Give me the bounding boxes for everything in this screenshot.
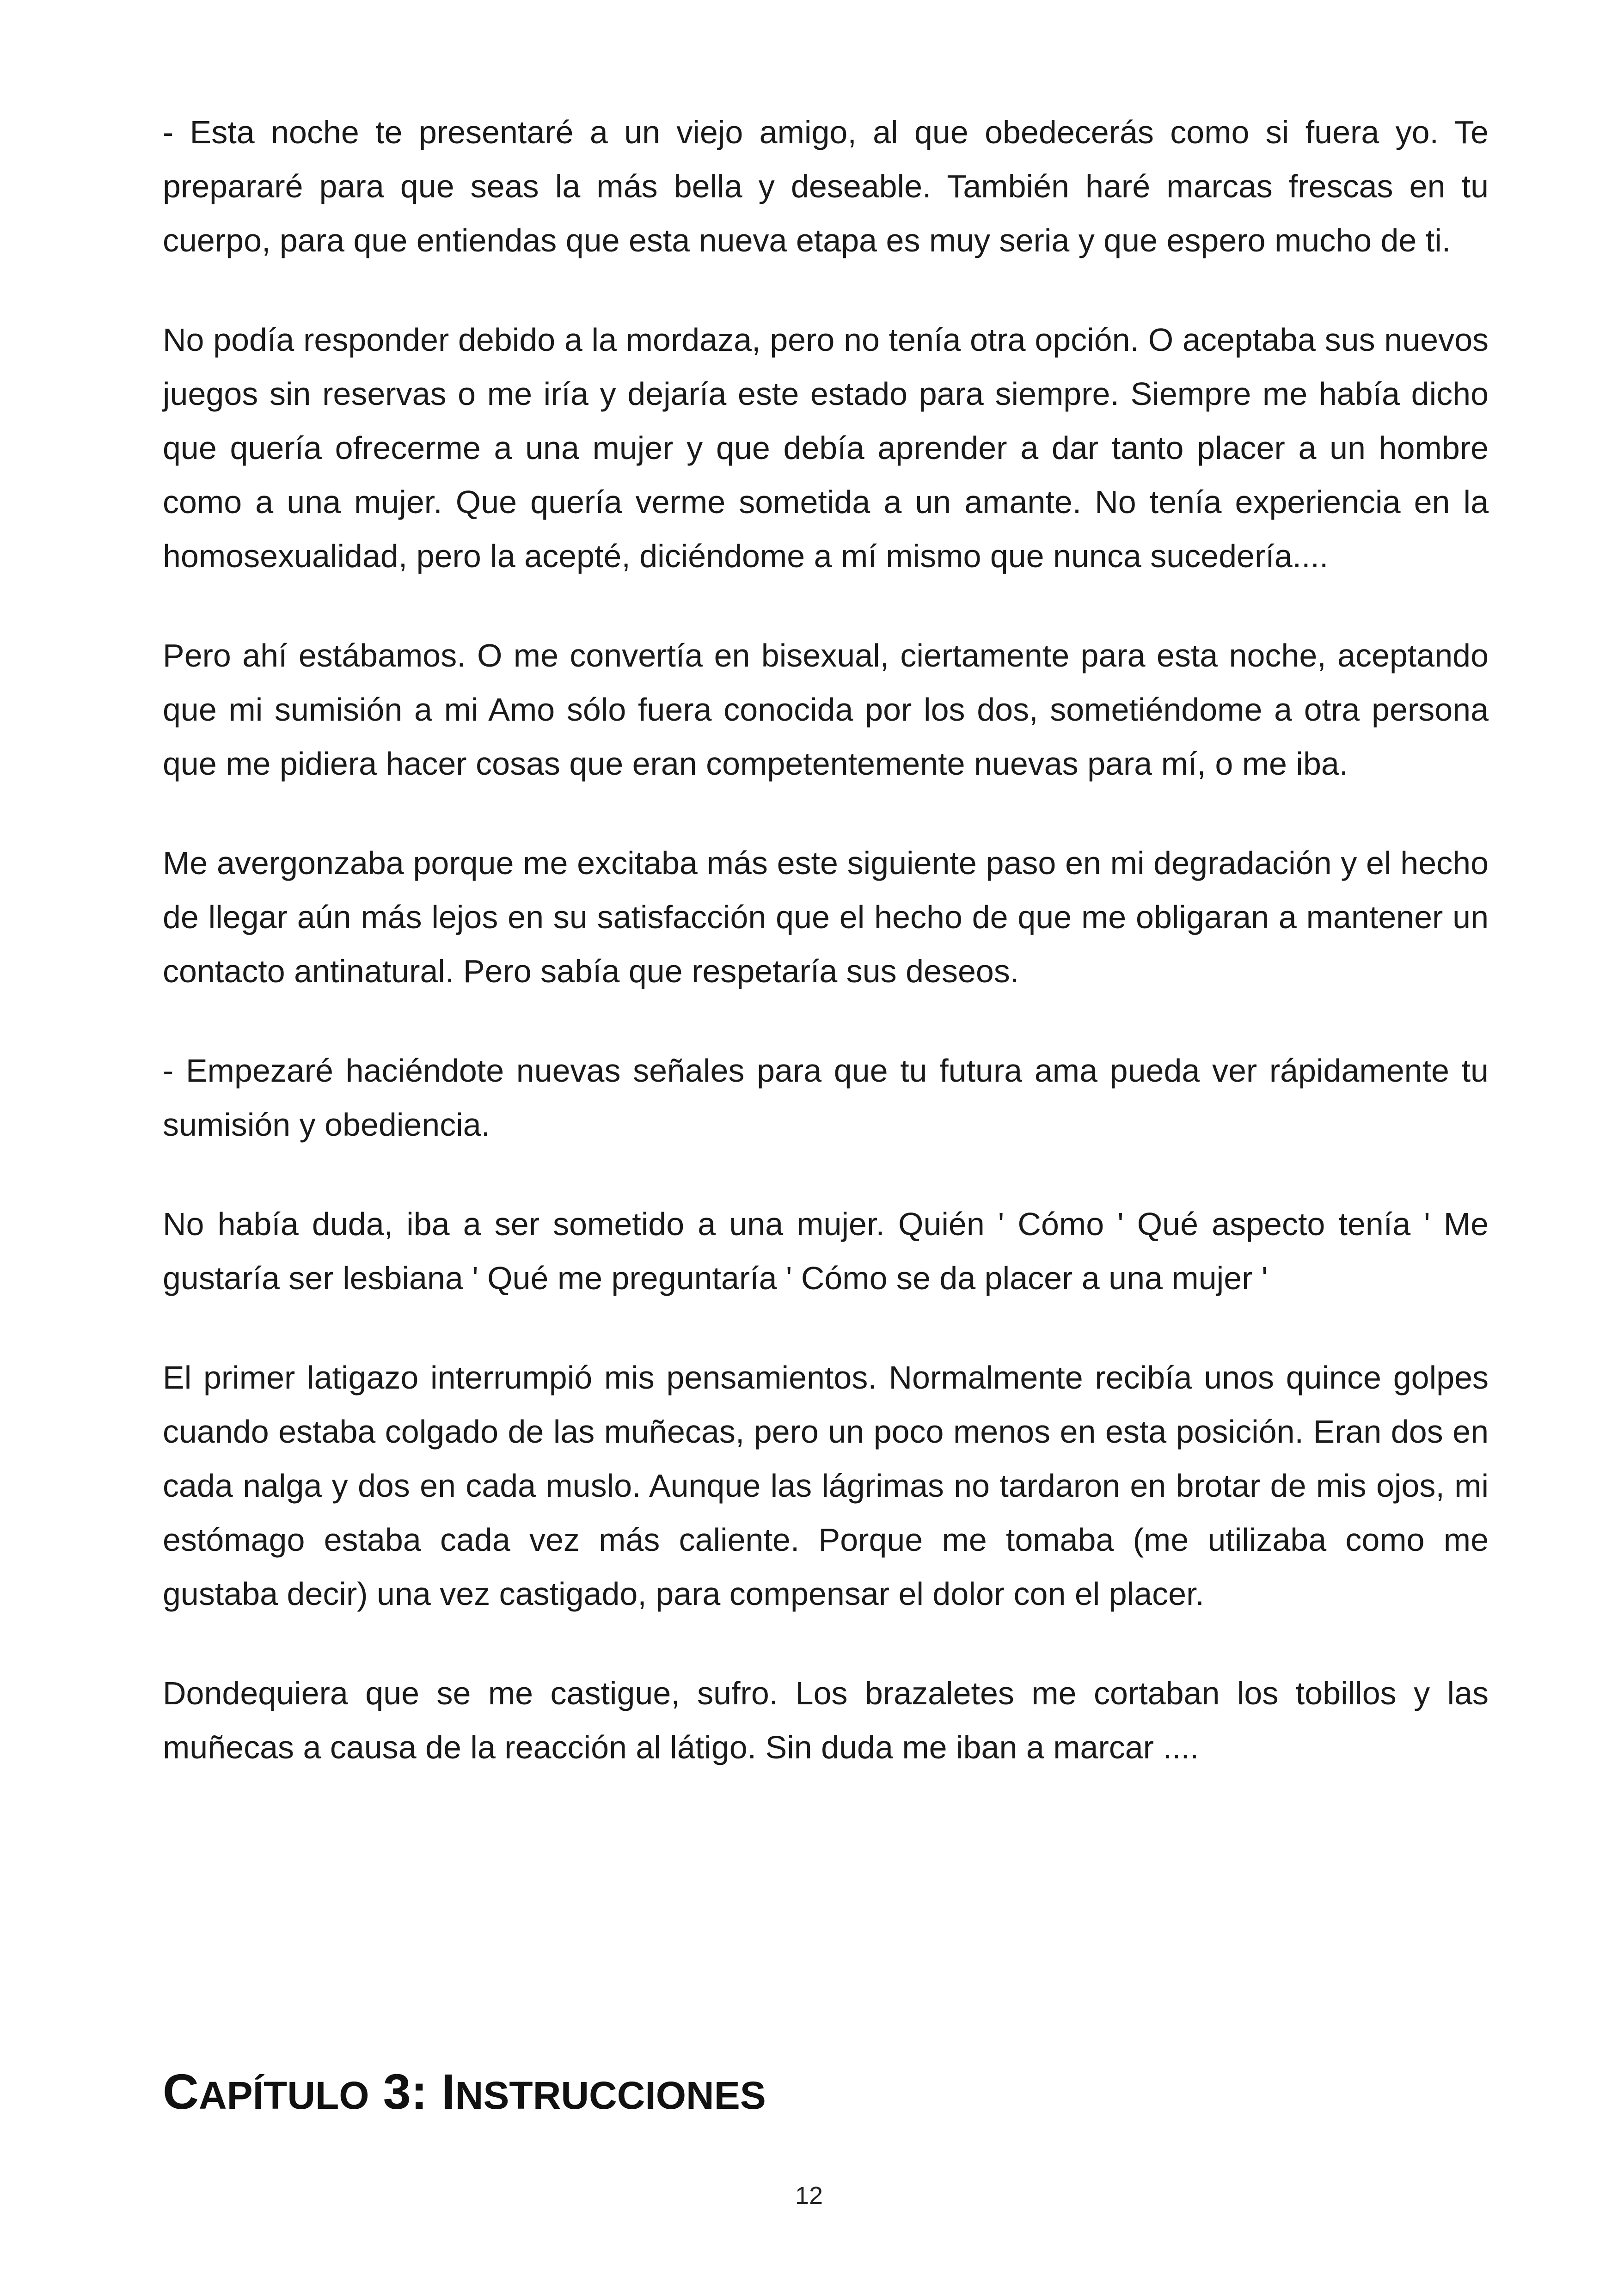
- paragraph-1: - Esta noche te presentaré a un viejo amigo, al que obedecerás como si fuera yo. Te prepararé para que seas la más bella y deseable. También haré marcas frescas en tu cuerpo, para que entiendas que esta nueva etapa es muy seria y que espero mucho de ti.: [163, 114, 1489, 258]
- chapter-heading-initial-1: C: [163, 2063, 199, 2119]
- paragraph-7: El primer latigazo interrumpió mis pensamientos. Normalmente recibía unos quince golpes cuando estaba colgado de las muñecas, pero un poco menos en esta posición. Eran dos en cada nalga y dos en cada muslo. Aunque las lágrimas no tardaron en brotar de mis ojos, mi estómago estaba cada vez más caliente. Porque me tomaba (me utilizaba como me gustaba decir) una vez castigado, para compensar el dolor con el placer.: [163, 1359, 1489, 1612]
- paragraph-5: - Empezaré haciéndote nuevas señales para que tu futura ama pueda ver rápidamente tu sumisión y obediencia.: [163, 1053, 1489, 1143]
- paragraph-4: Me avergonzaba porque me excitaba más este siguiente paso en mi degradación y el hecho de llegar aún más lejos en su satisfacción que el hecho de que me obligaran a mantener un contacto antinatural. Pero sabía que respetaría sus deseos.: [163, 845, 1489, 989]
- paragraph-8: Dondequiera que se me castigue, sufro. Los brazaletes me cortaban los tobillos y las muñecas a causa de la reacción al látigo. Sin duda me iban a marcar ....: [163, 1675, 1489, 1765]
- chapter-heading-number: 3:: [369, 2063, 441, 2119]
- chapter-heading-initial-2: I: [441, 2063, 455, 2119]
- paragraph-6: No había duda, iba a ser sometido a una mujer. Quién ' Cómo ' Qué aspecto tenía ' Me gustaría ser lesbiana ' Qué me preguntaría ' Cómo se da placer a una mujer ': [163, 1206, 1489, 1296]
- chapter-heading: [163, 2057, 766, 2130]
- paragraph-2: No podía responder debido a la mordaza, pero no tenía otra opción. O aceptaba sus nuevos juegos sin reservas o me iría y dejaría este estado para siempre. Siempre me había dicho que quería ofrecerme a una mujer y que debía aprender a dar tanto placer a un hombre como a una mujer. Que quería verme sometida a un amante. No tenía experiencia en la homosexualidad, pero la acepté, diciéndome a mí mismo que nunca sucedería....: [163, 322, 1489, 574]
- chapter-heading-word-1: APÍTULO: [199, 2074, 369, 2117]
- chapter-heading-word-2: NSTRUCCIONES: [455, 2074, 766, 2117]
- paragraph-3: Pero ahí estábamos. O me convertía en bisexual, ciertamente para esta noche, aceptando que mi sumisión a mi Amo sólo fuera conocida por los dos, sometiéndome a otra persona que me pidiera hacer cosas que eran competentemente nuevas para mí, o me iba.: [163, 637, 1489, 782]
- page-number: 12: [795, 2182, 823, 2210]
- page-body: [163, 105, 1489, 1820]
